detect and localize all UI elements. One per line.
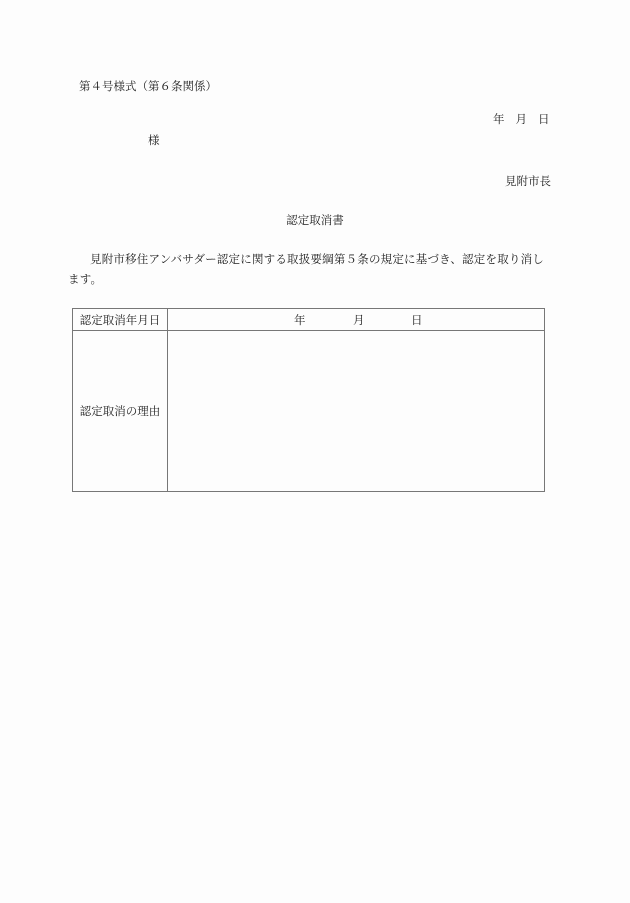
body-line-1: 見附市移住アンバサダー認定に関する取扱要綱第５条の規定に基づき、認定を取り消し — [90, 252, 544, 266]
issuer-name: 見附市長 — [505, 174, 551, 188]
body-line-2: ます。 — [68, 272, 103, 286]
year-label: 年 — [493, 112, 505, 126]
month-label: 月 — [353, 313, 365, 327]
revocation-date-field[interactable] — [168, 309, 545, 331]
table-row-reason — [73, 331, 545, 492]
table-row-date — [73, 309, 545, 331]
day-label: 日 — [411, 313, 423, 327]
addressee-honorific: 様 — [148, 133, 160, 147]
day-label: 日 — [538, 112, 550, 126]
document-title: 認定取消書 — [286, 213, 344, 227]
issue-date — [493, 111, 550, 127]
year-label: 年 — [294, 313, 306, 327]
body-paragraph — [68, 249, 549, 289]
revocation-reason-field[interactable] — [168, 331, 545, 492]
revocation-date-label: 認定取消年月日 — [73, 309, 168, 331]
month-label: 月 — [515, 112, 527, 126]
form-number: 第４号様式（第６条関係） — [79, 79, 217, 93]
revocation-table — [72, 308, 545, 492]
revocation-reason-label: 認定取消の理由 — [73, 331, 168, 492]
